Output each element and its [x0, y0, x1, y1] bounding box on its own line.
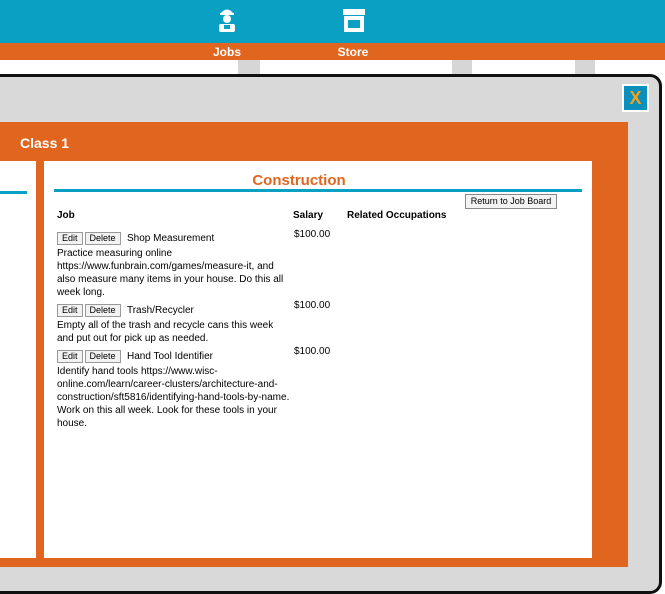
job-description: Empty all of the trash and recycle cans this week and put out for pick up as needed.	[57, 320, 274, 344]
left-pane-divider	[0, 191, 27, 194]
close-button[interactable]: X	[622, 84, 649, 112]
nav-store-label: Store	[337, 45, 369, 59]
class-title: Class 1	[20, 135, 70, 151]
job-salary: $100.00	[294, 346, 331, 357]
return-to-job-board-button[interactable]: Return to Job Board	[465, 194, 557, 209]
job-description: Practice measuring online https://www.funbrain.com/games/measure-it, and also measure many items in your house. Do this all week long.	[57, 248, 284, 298]
job-title: Trash/Recycler	[126, 305, 194, 316]
job-title: Hand Tool Identifier	[126, 351, 213, 362]
job-row	[57, 228, 292, 299]
job-description: Identify hand tools https://www.wisc-online.com/learn/career-clusters/architecture-and-construction/sft5816/identifying-hand-tools-by-name. Work on this all week. Look for these tools in your house.	[57, 366, 290, 429]
job-salary: $100.00	[294, 229, 331, 240]
left-content-pane	[0, 161, 36, 558]
delete-button[interactable]: Delete	[85, 350, 121, 363]
nav-jobs-label: Jobs	[212, 45, 241, 59]
store-icon	[341, 6, 367, 39]
category-heading: Construction	[252, 172, 346, 189]
job-title: Shop Measurement	[126, 233, 215, 244]
nav-store[interactable]	[318, 0, 388, 60]
worker-icon	[215, 6, 239, 39]
edit-button[interactable]: Edit	[57, 304, 83, 317]
job-salary: $100.00	[294, 300, 331, 311]
column-header-job: Job	[57, 210, 75, 221]
heading-underline	[54, 189, 582, 192]
column-header-related-occupations: Related Occupations	[347, 210, 447, 221]
column-header-salary: Salary	[293, 210, 324, 221]
edit-button[interactable]: Edit	[57, 350, 83, 363]
nav-jobs[interactable]	[192, 0, 262, 60]
delete-button[interactable]: Delete	[85, 232, 121, 245]
edit-button[interactable]: Edit	[57, 232, 83, 245]
job-row	[57, 300, 292, 345]
delete-button[interactable]: Delete	[85, 304, 121, 317]
job-row	[57, 346, 292, 430]
